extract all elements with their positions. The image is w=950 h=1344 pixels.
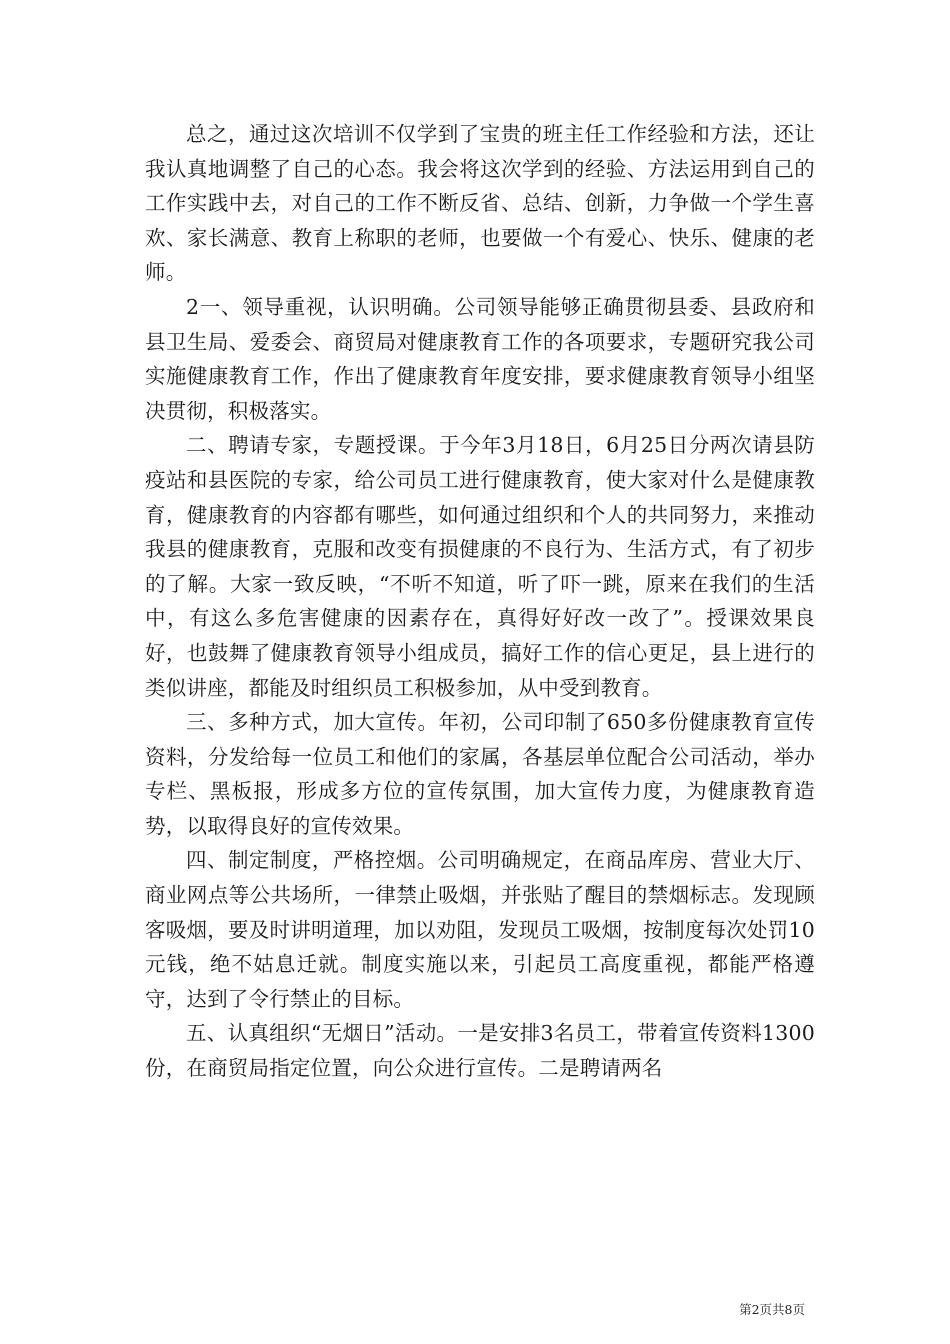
paragraph-summary: 总之，通过这次培训不仅学到了宝贵的班主任工作经验和方法，还让我认真地调整了自己的心态。我会将这次学到的经验、方法运用到自己的工作实践中去，对自己的工作不断反省、总结、创新，力争做一个学生喜欢、家长满意、教育上称职的老师，也要做一个有爱心、快乐、健康的老师。 (145, 122, 815, 285)
paragraph-no-smoking-day: 五、认真组织“无烟日”活动。一是安排3名员工，带着宣传资料1300份，在商贸局指定位置，向公众进行宣传。二是聘请两名 (145, 1021, 815, 1081)
paragraph-publicity: 三、多种方式，加大宣传。年初，公司印制了650多份健康教育宣传资料，分发给每一位员工和他们的家属，各基层单位配合公司活动，举办专栏、黑板报，形成多方位的宣传氛围，加大宣传力度，为健康教育造势，以取得良好的宣传效果。 (145, 710, 815, 838)
document-body (145, 117, 815, 1086)
page-number: 第2页共8页 (739, 1302, 805, 1317)
paragraph-leadership: 2一、领导重视，认识明确。公司领导能够正确贯彻县委、县政府和县卫生局、爱委会、商贸局对健康教育工作的各项要求，专题研究我公司实施健康教育工作，作出了健康教育年度安排，要求健康教育领导小组坚决贯彻，积极落实。 (145, 294, 815, 423)
paragraph-smoking-rules: 四、制定制度，严格控烟。公司明确规定，在商品库房、营业大厅、商业网点等公共场所，一律禁止吸烟，并张贴了醒目的禁烟标志。发现顾客吸烟，要及时讲明道理，加以劝阻，发现员工吸烟，按制度每次处罚10元钱，绝不姑息迁就。制度实施以来，引起员工高度重视，都能严格遵守，达到了令行禁止的目标。 (145, 848, 815, 1011)
paragraph-experts: 二、聘请专家，专题授课。于今年3月18日，6月25日分两次请县防疫站和县医院的专家，给公司员工进行健康教育，使大家对什么是健康教育，健康教育的内容都有哪些，如何通过组织和个人的共同努力，来推动我县的健康教育，克服和改变有损健康的不良行为、生活方式，有了初步的了解。大家一致反映，“不听不知道，听了吓一跳，原来在我们的生活中，有这么多危害健康的因素存在，真得好好改一改了”。授课效果良好，也鼓舞了健康教育领导小组成员，搞好工作的信心更足，县上进行的类似讲座，都能及时组织员工积极参加，从中受到教育。 (145, 433, 815, 700)
